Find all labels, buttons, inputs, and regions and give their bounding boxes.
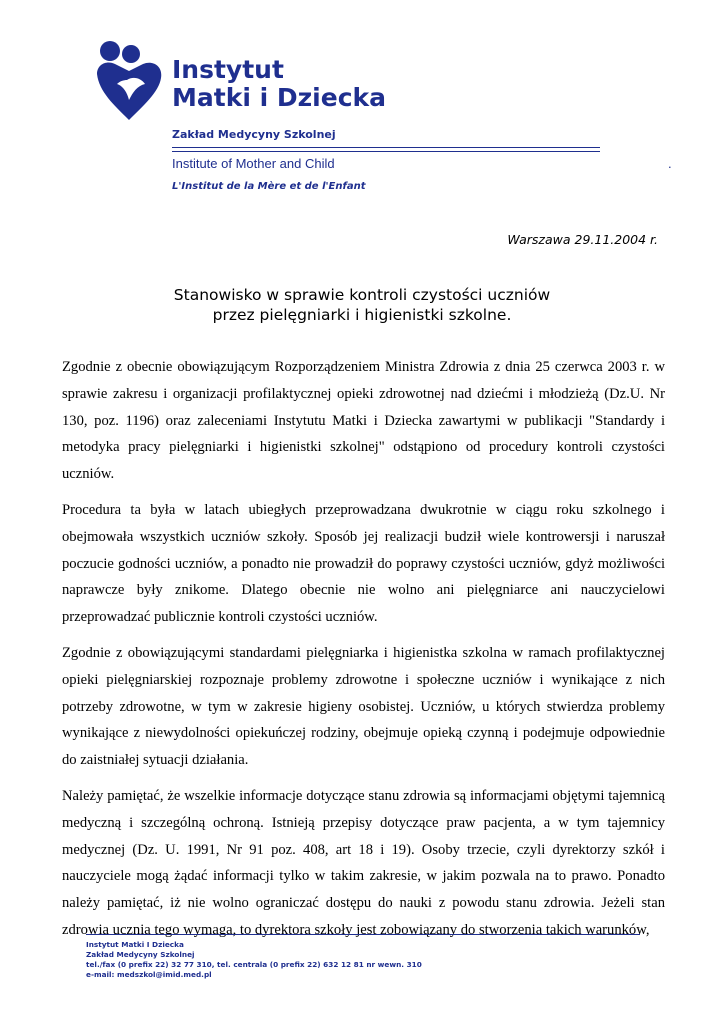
body-paragraph-2: Procedura ta była w latach ubiegłych przeprowadzana dwukrotnie w ciągu roku szkolnego i obejmowała wszystkich uczniów szkoły. Sposób jej realizacji budził wiele kontrowersji i naruszał poczucie godności uczniów, a ponadto nie prowadził do poprawy czystości uczniów, gdyż możliwości naprawcze były znikome. Dlatego obecnie nie wolno ani pielęgniarce ani nauczycielowi przeprowadzać publicznie kontroli czystości uczniów. [62,501,665,626]
logo-title-line2: Matki i Dziecka [172,83,387,112]
footer-institute: Instytut Matki I Dziecka [86,940,184,949]
document-title-line2: przez pielęgniarki i higienistki szkolne. [212,306,512,324]
document-title-line1: Stanowisko w sprawie kontroli czystości uczniów [173,286,551,304]
institute-logo-icon [93,40,165,122]
footer-email[interactable]: e-mail: medszkol@imid.med.pl [86,970,212,979]
document-body [62,354,665,953]
body-paragraph-4: Należy pamiętać, że wszelkie informacje dotyczące stanu zdrowia są informacjami objętymi tajemnicą medyczną i szczególną ochroną. Istnieją przepisy dotyczące praw pacjenta, a w tym tajemnicy medycznej (Dz. U. 1991, Nr 91 poz. 408, art 18 i 19). Osoby trzecie, czyli dyrektorzy szkół i nauczyciele mogą żądać informacji tylko w takim zakresie, w jakim pozwala na to prawo. Ponadto należy pamiętać, iż nie wolno ograniczać dostępu do nauki z powodu stanu zdrowia. Jeżeli stan zdrowia ucznia tego wymaga, to dyrektora szkoły jest zobowiązany do stworzenia takich warunków, [62,787,665,938]
footer-department: Zakład Medycyny Szkolnej [86,950,195,959]
footer-contact [86,940,422,980]
body-paragraph-1: Zgodnie z obecnie obowiązującym Rozporządzeniem Ministra Zdrowia z dnia 25 czerwca 2003 r. w sprawie zakresu i organizacji profilaktycznej opieki zdrowotnej nad dziećmi i młodzieżą (Dz.U. Nr 130, poz. 1196) oraz zaleceniami Instytutu Matki i Dziecka zawartymi w publikacji "Standardy i metodyka pracy pielęgniarki i higienistki szkolnej" odstąpiono od procedury kontroli czystości uczniów. [62,359,665,483]
footer-phone: tel./fax (0 prefix 22) 32 77 310, tel. centrala (0 prefix 22) 632 12 81 nr wewn. 310 [86,960,422,969]
logo-head-right [122,45,140,63]
header-trailing-dot: . [668,156,672,171]
logo-title-line1: Instytut [172,55,284,84]
logo-head-left [100,41,120,61]
institute-name-english: Institute of Mother and Child [172,156,335,171]
department-name: Zakład Medycyny Szkolnej [172,128,336,141]
footer-divider [86,934,640,935]
document-date: Warszawa 29.11.2004 r. [507,232,658,247]
body-paragraph-3: Zgodnie z obowiązującymi standardami pielęgniarka i higienistka szkolna w ramach profilaktycznej opieki pielęgniarskiej rozpoznaje problemy zdrowotne i społeczne uczniów i wynikające z nich potrzeby zdrowotne, w tym w zakresie higieny osobistej. Uczniów, u których stwierdza problemy wynikające z niewydolności opiekuńczej rodziny, obejmuje opieką czynną i podejmuje odpowiednie do zaistniałej sytuacji działania. [62,644,665,769]
header-divider [172,147,600,148]
institute-name-french: L'Institut de la Mère et de l'Enfant [172,181,366,192]
header-divider-secondary [172,151,600,152]
